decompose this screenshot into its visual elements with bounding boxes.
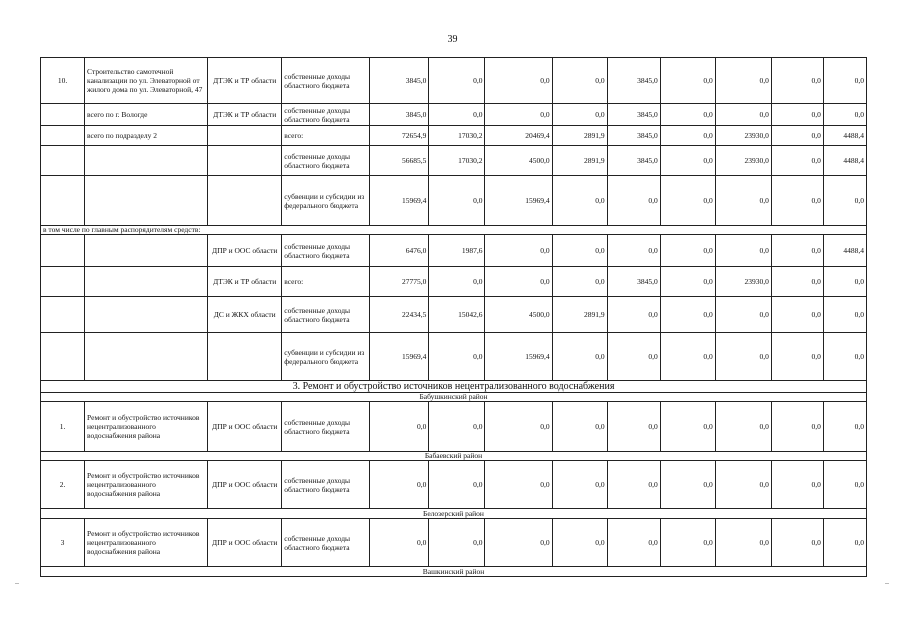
value-cell: 0,0 xyxy=(823,519,866,567)
value-cell: 0,0 xyxy=(660,267,715,297)
value-cell: 0,0 xyxy=(660,297,715,333)
row-organization-cell: ДС и ЖКХ области xyxy=(208,297,282,333)
section-heading: 3. Ремонт и обустройство источников нецентрализованного водоснабжения xyxy=(41,381,867,393)
value-cell: 0,0 xyxy=(485,267,552,297)
value-cell: 0,0 xyxy=(429,402,485,452)
value-cell: 0,0 xyxy=(771,297,823,333)
row-name-cell: Ремонт и обустройство источников нецентрализованного водоснабжения района xyxy=(85,402,208,452)
value-cell: 3845,0 xyxy=(607,267,660,297)
value-cell: 0,0 xyxy=(715,402,771,452)
value-cell: 15042,6 xyxy=(429,297,485,333)
value-cell: 0,0 xyxy=(660,519,715,567)
value-cell: 15969,4 xyxy=(370,176,429,226)
value-cell: 0,0 xyxy=(771,235,823,267)
district-heading-row xyxy=(41,393,867,402)
value-cell: 0,0 xyxy=(823,402,866,452)
value-cell: 0,0 xyxy=(715,104,771,126)
value-cell: 0,0 xyxy=(607,235,660,267)
value-cell: 23930,0 xyxy=(715,146,771,176)
district-heading-row xyxy=(41,509,867,519)
value-cell: 23930,0 xyxy=(715,267,771,297)
row-number-cell xyxy=(41,126,85,146)
value-cell: 17030,2 xyxy=(429,146,485,176)
margin-mark xyxy=(885,583,889,584)
budget-table-wrapper xyxy=(40,57,867,577)
value-cell: 0,0 xyxy=(660,333,715,381)
row-funding-source-cell: собственные доходы областного бюджета xyxy=(282,104,370,126)
value-cell: 0,0 xyxy=(552,519,607,567)
row-name-cell xyxy=(85,146,208,176)
table-row xyxy=(41,267,867,297)
value-cell: 0,0 xyxy=(429,333,485,381)
value-cell: 0,0 xyxy=(660,176,715,226)
row-funding-source-cell: собственные доходы областного бюджета xyxy=(282,146,370,176)
row-number-cell xyxy=(41,267,85,297)
row-name-cell: Строительство самотечной канализации по ул. Элеваторной от жилого дома по ул. Элеваторной, 47 xyxy=(85,58,208,104)
row-organization-cell xyxy=(208,176,282,226)
value-cell: 0,0 xyxy=(485,104,552,126)
row-funding-source-cell: всего: xyxy=(282,126,370,146)
value-cell: 1987,6 xyxy=(429,235,485,267)
value-cell: 0,0 xyxy=(607,461,660,509)
value-cell: 3845,0 xyxy=(607,58,660,104)
row-funding-source-cell: субвенции и субсидии из федерального бюджета xyxy=(282,333,370,381)
table-row xyxy=(41,104,867,126)
value-cell: 0,0 xyxy=(607,519,660,567)
value-cell: 0,0 xyxy=(660,126,715,146)
district-heading: Бабушкинский район xyxy=(41,393,867,402)
value-cell: 0,0 xyxy=(552,267,607,297)
value-cell: 0,0 xyxy=(552,402,607,452)
row-name-cell xyxy=(85,235,208,267)
row-organization-cell xyxy=(208,146,282,176)
row-name-cell xyxy=(85,176,208,226)
row-name-cell xyxy=(85,267,208,297)
row-funding-source-cell: субвенции и субсидии из федерального бюджета xyxy=(282,176,370,226)
value-cell: 0,0 xyxy=(370,461,429,509)
table-row xyxy=(41,176,867,226)
row-number-cell xyxy=(41,146,85,176)
row-organization-cell: ДПР и ООС области xyxy=(208,402,282,452)
district-heading: Вашкинский район xyxy=(41,567,867,577)
value-cell: 0,0 xyxy=(485,461,552,509)
row-organization-cell xyxy=(208,126,282,146)
row-funding-source-cell: всего: xyxy=(282,267,370,297)
margin-mark xyxy=(15,583,19,584)
value-cell: 0,0 xyxy=(429,104,485,126)
row-name-cell xyxy=(85,333,208,381)
value-cell: 22434,5 xyxy=(370,297,429,333)
value-cell: 2891,9 xyxy=(552,146,607,176)
value-cell: 0,0 xyxy=(370,519,429,567)
district-heading: Бабаевский район xyxy=(41,452,867,461)
value-cell: 0,0 xyxy=(771,126,823,146)
row-organization-cell: ДТЭК и ТР области xyxy=(208,58,282,104)
value-cell: 0,0 xyxy=(552,58,607,104)
value-cell: 23930,0 xyxy=(715,126,771,146)
row-name-cell: всего по подразделу 2 xyxy=(85,126,208,146)
table-row xyxy=(41,297,867,333)
value-cell: 0,0 xyxy=(607,333,660,381)
value-cell: 72654,9 xyxy=(370,126,429,146)
row-name-cell: Ремонт и обустройство источников нецентрализованного водоснабжения района xyxy=(85,461,208,509)
row-number-cell xyxy=(41,176,85,226)
value-cell: 0,0 xyxy=(552,176,607,226)
value-cell: 27775,0 xyxy=(370,267,429,297)
value-cell: 0,0 xyxy=(715,58,771,104)
value-cell: 0,0 xyxy=(715,333,771,381)
table-row xyxy=(41,146,867,176)
row-number-cell xyxy=(41,104,85,126)
row-number-cell xyxy=(41,333,85,381)
value-cell: 0,0 xyxy=(771,146,823,176)
value-cell: 0,0 xyxy=(429,176,485,226)
table-row xyxy=(41,461,867,509)
value-cell: 0,0 xyxy=(552,235,607,267)
value-cell: 0,0 xyxy=(771,402,823,452)
value-cell: 0,0 xyxy=(429,58,485,104)
value-cell: 15969,4 xyxy=(485,333,552,381)
value-cell: 0,0 xyxy=(823,267,866,297)
subtotal-note-row xyxy=(41,226,867,235)
section-heading-row xyxy=(41,381,867,393)
row-name-cell: всего по г. Вологде xyxy=(85,104,208,126)
value-cell: 4500,0 xyxy=(485,146,552,176)
value-cell: 3845,0 xyxy=(370,58,429,104)
row-number-cell: 1. xyxy=(41,402,85,452)
row-funding-source-cell: собственные доходы областного бюджета xyxy=(282,235,370,267)
value-cell: 0,0 xyxy=(660,235,715,267)
row-organization-cell: ДПР и ООС области xyxy=(208,461,282,509)
district-heading: Белозерский район xyxy=(41,509,867,519)
value-cell: 0,0 xyxy=(771,104,823,126)
value-cell: 0,0 xyxy=(607,402,660,452)
value-cell: 0,0 xyxy=(485,235,552,267)
value-cell: 0,0 xyxy=(823,461,866,509)
value-cell: 4488,4 xyxy=(823,126,866,146)
value-cell: 0,0 xyxy=(771,58,823,104)
budget-table xyxy=(40,57,867,577)
value-cell: 0,0 xyxy=(607,176,660,226)
value-cell: 0,0 xyxy=(485,402,552,452)
row-number-cell: 2. xyxy=(41,461,85,509)
value-cell: 0,0 xyxy=(660,104,715,126)
value-cell: 56685,5 xyxy=(370,146,429,176)
value-cell: 0,0 xyxy=(771,176,823,226)
value-cell: 0,0 xyxy=(552,104,607,126)
row-organization-cell: ДТЭК и ТР области xyxy=(208,267,282,297)
row-number-cell xyxy=(41,235,85,267)
row-number-cell: 10. xyxy=(41,58,85,104)
value-cell: 0,0 xyxy=(823,333,866,381)
row-organization-cell: ДПР и ООС области xyxy=(208,519,282,567)
row-funding-source-cell: собственные доходы областного бюджета xyxy=(282,402,370,452)
district-heading-row xyxy=(41,567,867,577)
value-cell: 0,0 xyxy=(370,402,429,452)
table-row xyxy=(41,235,867,267)
value-cell: 2891,9 xyxy=(552,297,607,333)
value-cell: 0,0 xyxy=(607,297,660,333)
row-organization-cell: ДТЭК и ТР области xyxy=(208,104,282,126)
table-row xyxy=(41,58,867,104)
value-cell: 0,0 xyxy=(485,519,552,567)
table-row xyxy=(41,126,867,146)
row-number-cell xyxy=(41,297,85,333)
value-cell: 4488,4 xyxy=(823,235,866,267)
row-funding-source-cell: собственные доходы областного бюджета xyxy=(282,58,370,104)
value-cell: 0,0 xyxy=(660,58,715,104)
value-cell: 0,0 xyxy=(823,297,866,333)
row-funding-source-cell: собственные доходы областного бюджета xyxy=(282,519,370,567)
value-cell: 0,0 xyxy=(715,235,771,267)
value-cell: 0,0 xyxy=(771,267,823,297)
row-organization-cell: ДПР и ООС области xyxy=(208,235,282,267)
value-cell: 4488,4 xyxy=(823,146,866,176)
subtotal-note-cell: в том числе по главным распорядителям средств: xyxy=(41,226,867,235)
value-cell: 0,0 xyxy=(715,297,771,333)
value-cell: 0,0 xyxy=(429,519,485,567)
value-cell: 3845,0 xyxy=(370,104,429,126)
value-cell: 3845,0 xyxy=(607,104,660,126)
row-organization-cell xyxy=(208,333,282,381)
value-cell: 3845,0 xyxy=(607,146,660,176)
value-cell: 0,0 xyxy=(429,461,485,509)
value-cell: 0,0 xyxy=(660,146,715,176)
value-cell: 0,0 xyxy=(715,176,771,226)
table-row xyxy=(41,402,867,452)
value-cell: 3845,0 xyxy=(607,126,660,146)
value-cell: 0,0 xyxy=(660,402,715,452)
value-cell: 0,0 xyxy=(552,333,607,381)
table-row xyxy=(41,519,867,567)
value-cell: 6476,0 xyxy=(370,235,429,267)
page-number: 39 xyxy=(447,34,458,45)
value-cell: 4500,0 xyxy=(485,297,552,333)
value-cell: 20469,4 xyxy=(485,126,552,146)
value-cell: 0,0 xyxy=(660,461,715,509)
value-cell: 0,0 xyxy=(552,461,607,509)
row-funding-source-cell: собственные доходы областного бюджета xyxy=(282,461,370,509)
value-cell: 0,0 xyxy=(715,461,771,509)
value-cell: 15969,4 xyxy=(485,176,552,226)
value-cell: 17030,2 xyxy=(429,126,485,146)
row-funding-source-cell: собственные доходы областного бюджета xyxy=(282,297,370,333)
district-heading-row xyxy=(41,452,867,461)
value-cell: 0,0 xyxy=(485,58,552,104)
value-cell: 0,0 xyxy=(823,58,866,104)
row-name-cell xyxy=(85,297,208,333)
row-name-cell: Ремонт и обустройство источников нецентрализованного водоснабжения района xyxy=(85,519,208,567)
value-cell: 0,0 xyxy=(771,333,823,381)
value-cell: 0,0 xyxy=(823,176,866,226)
value-cell: 15969,4 xyxy=(370,333,429,381)
value-cell: 0,0 xyxy=(771,519,823,567)
table-row xyxy=(41,333,867,381)
value-cell: 2891,9 xyxy=(552,126,607,146)
value-cell: 0,0 xyxy=(823,104,866,126)
row-number-cell: 3 xyxy=(41,519,85,567)
value-cell: 0,0 xyxy=(429,267,485,297)
value-cell: 0,0 xyxy=(715,519,771,567)
value-cell: 0,0 xyxy=(771,461,823,509)
